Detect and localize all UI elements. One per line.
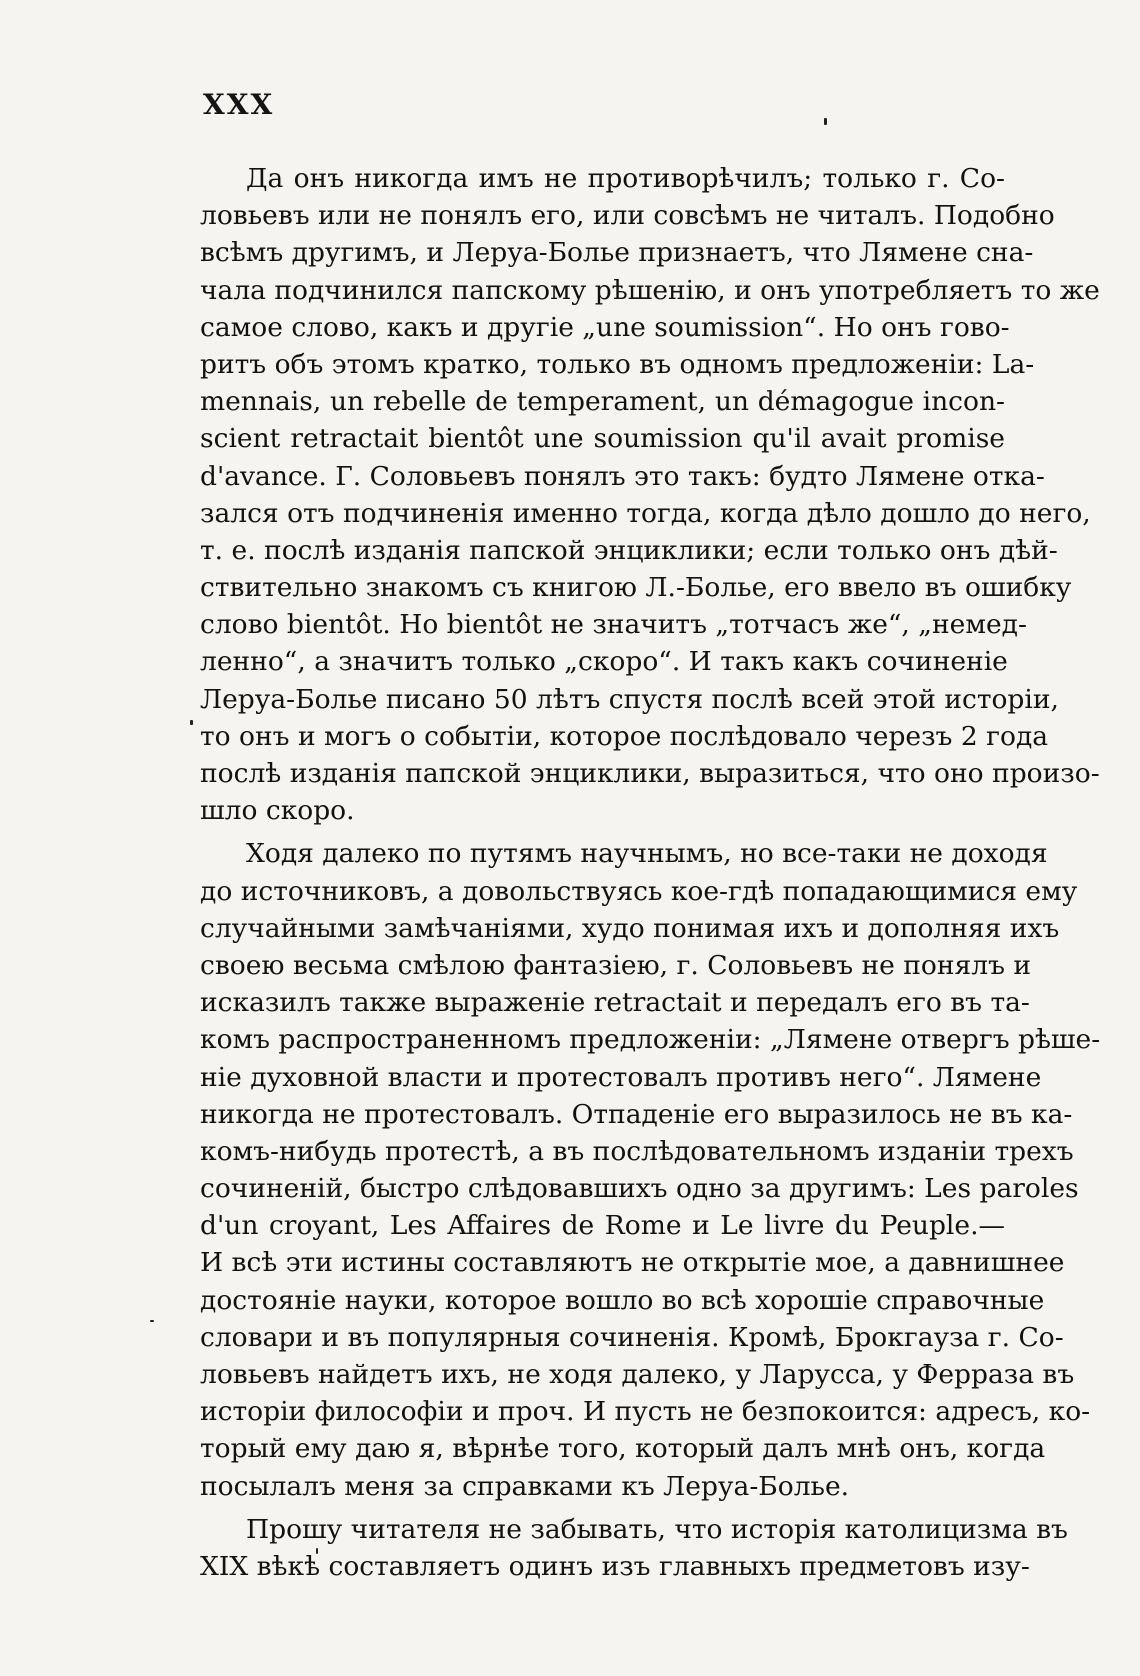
text-line: ніе духовной власти и протестовалъ противъ него“. Лямене	[200, 1061, 1042, 1093]
text-line: случайными замѣчаніями, худо понимая ихъ и дополняя ихъ	[200, 912, 1060, 944]
body-text	[200, 160, 1101, 1585]
text-line: достояніе науки, которое вошло во всѣ хорошіе справочные	[200, 1284, 1045, 1316]
text-line: сочиненій, быстро слѣдовавшихъ одно за другимъ: Les paroles	[200, 1173, 1079, 1205]
text-line: scient retractait bientôt une soumission qu'il avait promise	[200, 423, 1005, 455]
text-line: Прошу читателя не забывать, что исторія католицизма въ	[246, 1513, 1068, 1545]
text-line: всѣмъ другимъ, и Леруа-Болье признаетъ, что Лямене сна-	[200, 237, 1034, 269]
text-line: слово bientôt. Но bientôt не значитъ „тотчасъ же“, „немед-	[200, 609, 1027, 641]
paragraph	[200, 1511, 1068, 1585]
text-line: исторіи философіи и проч. И пусть не безпокоится: адресъ, ко-	[200, 1396, 1091, 1428]
text-line: чала подчинился папскому рѣшенію, и онъ употребляетъ то же	[200, 274, 1100, 306]
text-line: шло скоро.	[200, 795, 355, 827]
text-line: словари и въ популярныя сочиненія. Кромѣ, Брокгауза г. Со-	[200, 1321, 1064, 1353]
text-line: ритъ объ этомъ кратко, только въ одномъ предложеніи: La-	[200, 348, 1035, 380]
text-line: Да онъ никогда имъ не противорѣчилъ; только г. Со-	[246, 163, 1005, 194]
text-line: то онъ и могъ о событіи, которое послѣдовало черезъ 2 года	[200, 720, 1049, 752]
text-line: XIX вѣкѣ составляетъ одинъ изъ главныхъ предметовъ изу-	[200, 1550, 1030, 1582]
print-speck	[824, 118, 827, 125]
text-line: своею весьма смѣлою фантазіею, г. Соловьевъ не понялъ и	[200, 949, 1032, 981]
print-speck	[190, 720, 193, 725]
text-line: посылалъ меня за справками къ Леруа-Болье.	[200, 1470, 850, 1502]
text-line: Ходя далеко по путямъ научнымъ, но все-таки не доходя	[246, 838, 1048, 870]
text-line: d'un croyant, Les Affaires de Rome и Le livre du Peuple.—	[200, 1210, 1005, 1242]
text-line: ловьевъ найдетъ ихъ, не ходя далеко, у Ларусса, у Ферраза въ	[200, 1359, 1075, 1390]
print-speck	[150, 1320, 154, 1322]
text-line: до источниковъ, а довольствуясь кое-гдѣ попадающимися ему	[200, 875, 1078, 907]
text-line: послѣ изданія папской энциклики, выразиться, что оно произо-	[200, 758, 1100, 789]
text-line: ловьевъ или не понялъ его, или совсѣмъ не читалъ. Подобно	[200, 200, 1055, 232]
text-line: никогда не протестовалъ. Отпаденіе его выразилось не въ ка-	[200, 1098, 1073, 1130]
text-line: ленно“, а значитъ только „скоро“. И такъ какъ сочиненіе	[200, 646, 1008, 678]
text-line: зался отъ подчиненія именно тогда, когда дѣло дошло до него,	[200, 497, 1091, 529]
text-line: d'avance. Г. Соловьевъ понялъ это такъ: будто Лямене отка-	[200, 460, 1045, 492]
text-line: комъ распространенномъ предложеніи: „Лямене отвергъ рѣше-	[200, 1024, 1101, 1056]
text-line: Леруа-Болье писано 50 лѣтъ спустя послѣ всей этой исторіи,	[200, 683, 1059, 715]
text-line: mennais, un rebelle de temperament, un démagogue incon-	[200, 386, 1005, 418]
text-line: комъ-нибудь протестѣ, а въ послѣдовательномъ изданіи трехъ	[200, 1135, 1074, 1167]
text-line: самое слово, какъ и другіе „une soumission“. Но онъ гово-	[200, 311, 1010, 343]
text-line: И всѣ эти истины составляютъ не открытіе мое, а давнишнее	[200, 1247, 1065, 1279]
text-line: ствительно знакомъ съ книгою Л.-Болье, его ввело въ ошибку	[200, 572, 1072, 604]
paragraph	[200, 835, 1101, 1504]
text-line: т. е. послѣ изданія папской энциклики; если только онъ дѣй-	[200, 534, 1058, 566]
text-line: исказилъ также выраженіе retractait и передалъ его въ та-	[200, 987, 1030, 1019]
page-number: XXX	[203, 88, 275, 121]
paragraph	[200, 160, 1100, 829]
text-line: торый ему даю я, вѣрнѣе того, который далъ мнѣ онъ, когда	[200, 1433, 1046, 1465]
